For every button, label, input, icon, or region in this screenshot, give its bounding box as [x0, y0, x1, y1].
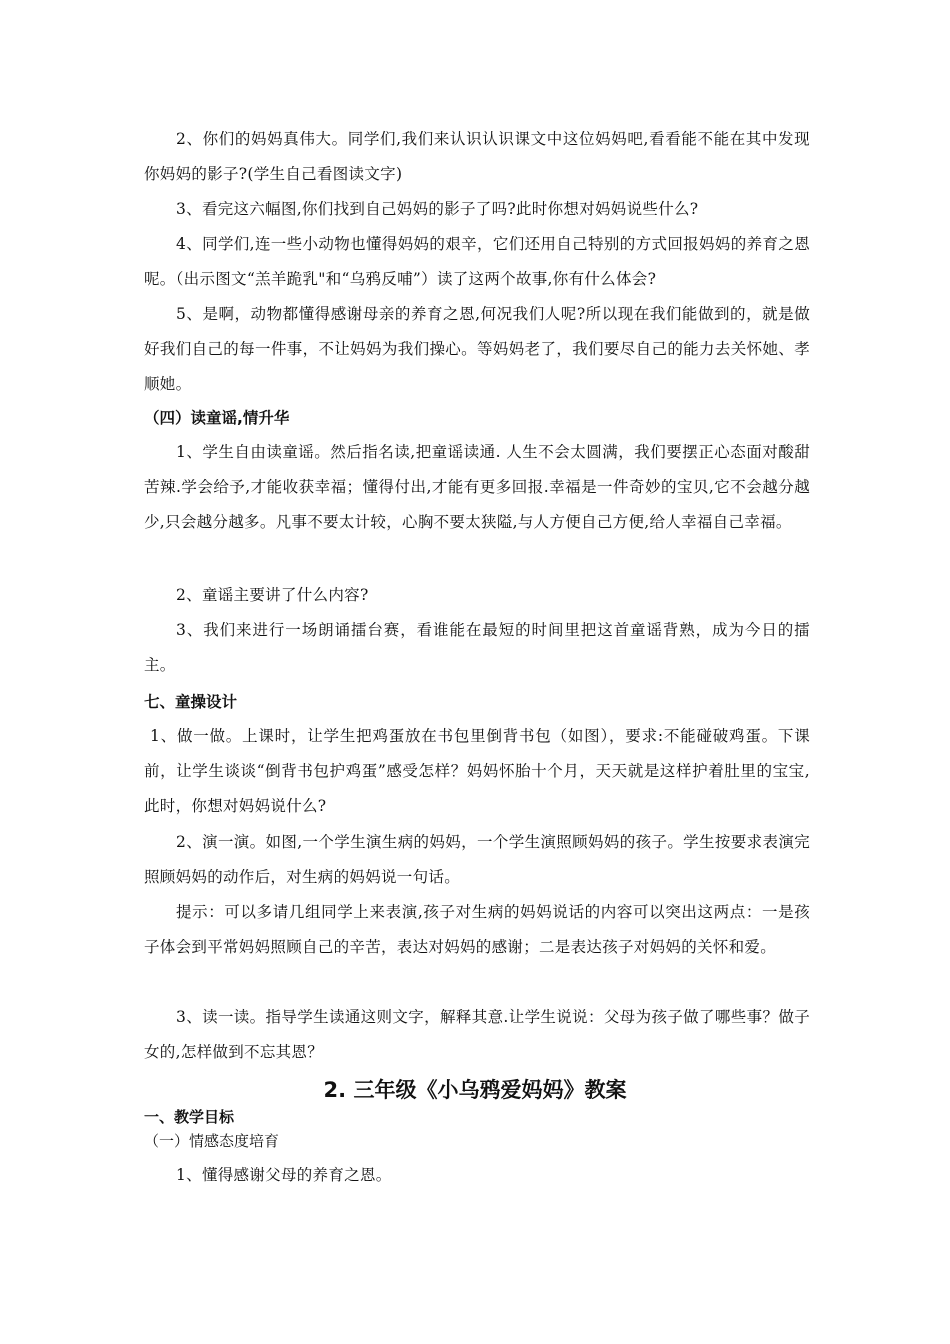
paragraph-exercise-hint: 提示：可以多请几组同学上来表演,孩子对生病的妈妈说话的内容可以突出这两点：一是孩子体会到平常妈妈照顾自己的辛苦，表达对妈妈的感谢；二是表达孩子对妈妈的关怀和爱。 — [144, 903, 810, 956]
paragraph-exercise-2: 2、演一演。如图,一个学生演生病的妈妈，一个学生演照顾妈妈的孩子。学生按要求表演完照顾妈妈的动作后，对生病的妈妈说一句话。 — [144, 833, 810, 886]
paragraph-exercise-1: 1、做一做。上课时，让学生把鸡蛋放在书包里倒背书包（如图），要求:不能碰破鸡蛋。下课前，让学生谈谈“倒背书包护鸡蛋”感受怎样？妈妈怀胎十个月，天天就是这样护着肚里的宝宝,此时，你想对妈妈说什么? — [144, 727, 810, 815]
paragraph-3-six-pictures: 3、看完这六幅图,你们找到自己妈妈的影子了吗?此时你想对妈妈说些什么? — [176, 200, 699, 218]
paragraph-rhyme-1: 1、学生自由读童谣。然后指名读,把童谣读通. 人生不会太圆满，我们要摆正心态面对酸甜苦辣.学会给予,才能收获幸福；懂得付出,才能有更多回报.幸福是一件奇妙的宝贝,它不会越分越少,只会越分越多。凡事不要太计较，心胸不要太狭隘,与人方便自己方便,给人幸福自己幸福。 — [144, 443, 810, 531]
paragraph-goal-1: 1、懂得感谢父母的养育之恩。 — [176, 1166, 392, 1184]
paragraph-4-animals: 4、同学们,连一些小动物也懂得妈妈的艰辛，它们还用自己特别的方式回报妈妈的养育之恩呢。（出示图文“羔羊跪乳"和“乌鸦反哺”）读了这两个故事,你有什么体会? — [144, 235, 810, 288]
section-heading-teaching-goals: 一、教学目标 — [144, 1108, 235, 1126]
paragraph-2-mothers-great: 2、你们的妈妈真伟大。同学们,我们来认识认识课文中这位妈妈吧,看看能不能在其中发现你妈妈的影子?(学生自己看图读文字) — [144, 130, 810, 183]
lesson-plan-title: 2. 三年级《小乌鸦爱妈妈》教案 — [323, 1078, 627, 1102]
subheading-emotional-attitude: （一）情感态度培育 — [144, 1132, 280, 1150]
section-heading-read-rhyme: （四）读童谣,情升华 — [144, 409, 290, 427]
paragraph-exercise-3: 3、读一读。指导学生读通这则文字，解释其意.让学生说说：父母为孩子做了哪些事？做子女的,怎样做到不忘其恩？ — [144, 1008, 810, 1061]
paragraph-5-gratitude: 5、是啊，动物都懂得感谢母亲的养育之恩,何况我们人呢?所以现在我们能做到的，就是做好我们自己的每一件事，不让妈妈为我们操心。等妈妈老了，我们要尽自己的能力去关怀她、孝顺她。 — [144, 305, 810, 393]
section-heading-exercise-design: 七、童操设计 — [144, 693, 238, 711]
paragraph-rhyme-2: 2、童谣主要讲了什么内容? — [176, 586, 369, 604]
paragraph-rhyme-3: 3、我们来进行一场朗诵擂台赛，看谁能在最短的时间里把这首童谣背熟，成为今日的擂主。 — [144, 621, 810, 674]
